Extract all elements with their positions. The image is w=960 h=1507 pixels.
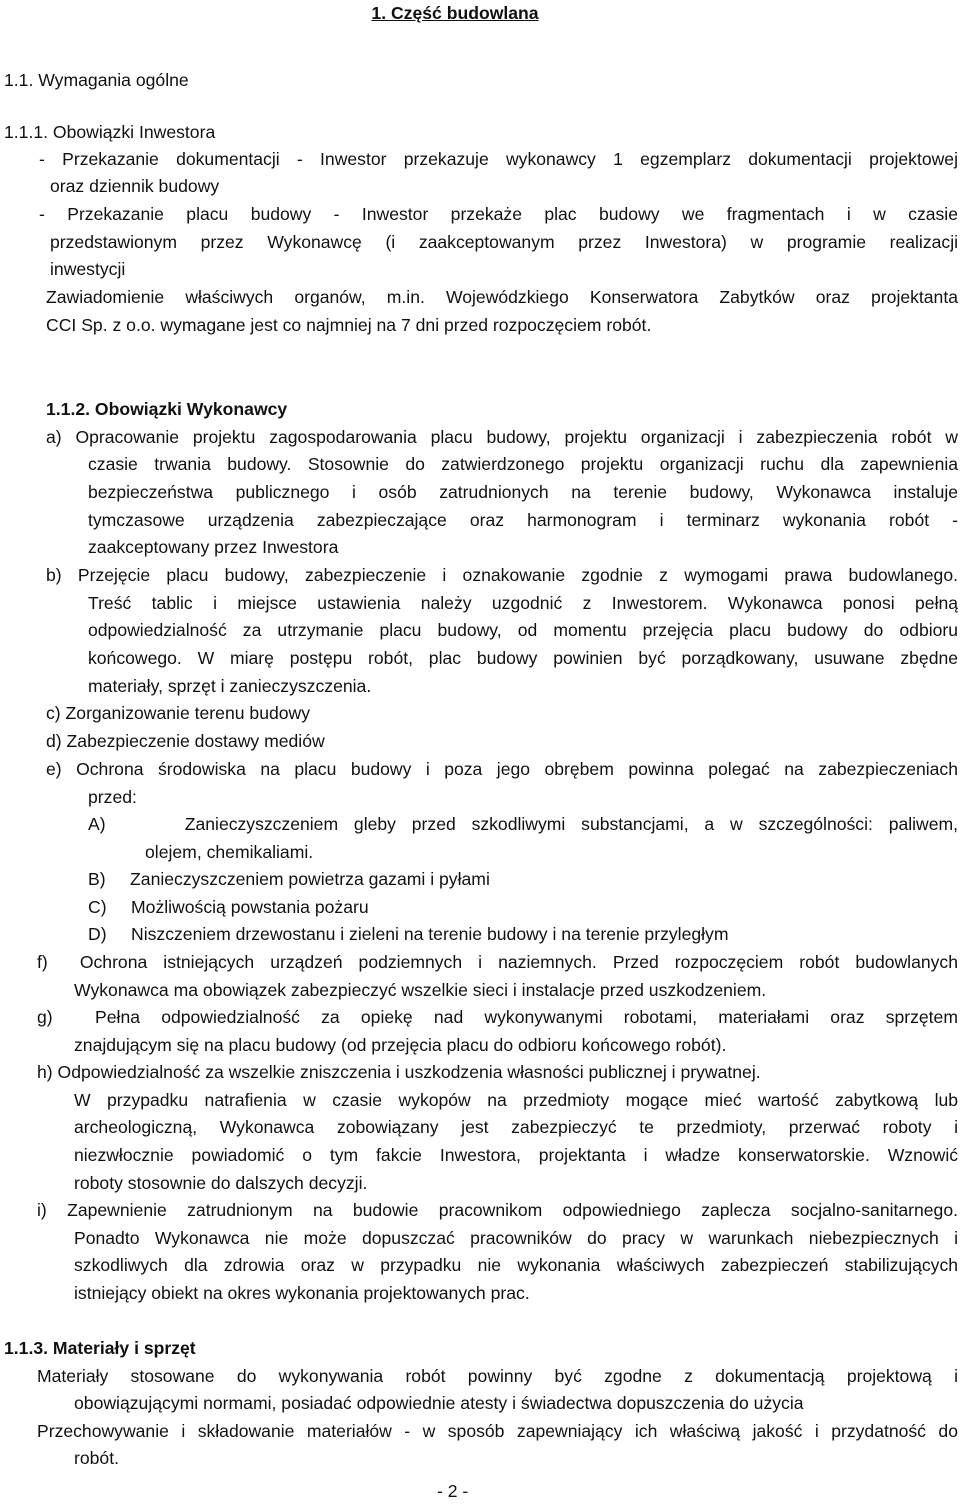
- paragraph-line: przed:: [88, 787, 137, 807]
- paragraph-line: przedstawionym przez Wykonawcę (i zaakceptowanym przez Inwestora) w programie realizacji: [50, 232, 959, 252]
- paragraph-line: h) Odpowiedzialność za wszelkie zniszczenia i uszkodzenia własności publicznej i prywatnej.: [37, 1062, 761, 1082]
- paragraph-line: W przypadku natrafienia w czasie wykopów na przedmioty mogące mieć wartość zabytkową lub: [74, 1090, 959, 1110]
- paragraph-line: - Przekazanie dokumentacji - Inwestor przekazuje wykonawcy 1 egzemplarz dokumentacji projektowej: [39, 149, 958, 169]
- paragraph-line: g) Pełna odpowiedzialność za opiekę nad wykonywanymi robotami, materiałami oraz sprzętem: [37, 1007, 958, 1027]
- paragraph-line: oraz dziennik budowy: [50, 176, 220, 196]
- subsection-title: 1.1.2. Obowiązki Wykonawcy: [46, 399, 288, 419]
- paragraph-line: końcowego. W miarę postępu robót, plac budowy powinien być porządkowany, usuwane zbędne: [88, 648, 959, 668]
- paragraph-line: D) Niszczeniem drzewostanu i zieleni na terenie budowy i na terenie przyległym: [88, 924, 729, 944]
- paragraph-line: Przechowywanie i składowanie materiałów - w sposób zapewniający ich właściwą jakość i przydatność do: [37, 1421, 958, 1441]
- paragraph-line: A) Zanieczyszczeniem gleby przed szkodliwymi substancjami, a w szczególności: paliwem,: [88, 814, 959, 834]
- paragraph-line: czasie trwania budowy. Stosownie do zatwierdzonego projektu organizacji ruchu dla zapewnienia: [88, 454, 959, 474]
- paragraph-line: f) Ochrona istniejących urządzeń podziemnych i naziemnych. Przed rozpoczęciem robót budowlanych: [37, 952, 958, 972]
- paragraph-line: olejem, chemikaliami.: [145, 842, 314, 862]
- paragraph-line: tymczasowe urządzenia zabezpieczające oraz harmonogram i terminarz wykonania robót -: [88, 510, 959, 530]
- chapter-heading: 1. Część budowlana: [371, 3, 539, 23]
- paragraph-line: istniejący obiekt na okres wykonania projektowanych prac.: [74, 1283, 530, 1303]
- paragraph-line: Treść tablic i miejsce ustawienia należy uzgodnić z Inwestorem. Wykonawca ponosi pełną: [88, 593, 959, 613]
- paragraph-line: zaakceptowany przez Inwestora: [88, 537, 339, 557]
- paragraph-line: znajdującym się na placu budowy (od przejęcia placu do odbioru końcowego robót).: [74, 1035, 727, 1055]
- subsection-title: 1.1.1. Obowiązki Inwestora: [4, 122, 216, 142]
- paragraph-line: Ponadto Wykonawca nie może dopuszczać pracowników do pracy w warunkach niebezpiecznych i: [74, 1228, 959, 1248]
- paragraph-line: obowiązującymi normami, posiadać odpowiednie atesty i świadectwa dopuszczenia do użycia: [74, 1393, 804, 1413]
- paragraph-line: a) Opracowanie projektu zagospodarowania placu budowy, projektu organizacji i zabezpieczenia robót w: [46, 427, 958, 447]
- paragraph-line: bezpieczeństwa publicznego i osób zatrudnionych na terenie budowy, Wykonawca instaluje: [88, 482, 959, 502]
- paragraph-line: szkodliwych dla zdrowia oraz w przypadku nie wykonania właściwych zabezpieczeń stabilizujących: [74, 1255, 959, 1275]
- page-number: - 2 -: [437, 1481, 469, 1501]
- paragraph-line: materiały, sprzęt i zanieczyszczenia.: [88, 676, 372, 696]
- paragraph-line: roboty stosownie do dalszych decyzji.: [74, 1173, 368, 1193]
- subsection-title: 1.1.3. Materiały i sprzęt: [4, 1338, 196, 1358]
- paragraph-line: b) Przejęcie placu budowy, zabezpieczenie i oznakowanie zgodnie z wymogami prawa budowlanego.: [46, 565, 958, 585]
- paragraph-line: c) Zorganizowanie terenu budowy: [46, 703, 311, 723]
- paragraph-line: e) Ochrona środowiska na placu budowy i poza jego obrębem powinna polegać na zabezpieczeniach: [46, 759, 958, 779]
- paragraph-line: odpowiedzialność za utrzymanie placu budowy, od momentu przejęcia placu budowy do odbioru: [88, 620, 959, 640]
- paragraph-line: i) Zapewnienie zatrudnionym na budowie pracownikom odpowiedniego zaplecza socjalno-sanitarnego.: [37, 1200, 958, 1220]
- paragraph-line: Materiały stosowane do wykonywania robót powinny być zgodne z dokumentacją projektową i: [37, 1366, 958, 1386]
- paragraph-line: inwestycji: [50, 259, 126, 279]
- paragraph-line: Zawiadomienie właściwych organów, m.in. Wojewódzkiego Konserwatora Zabytków oraz projektanta: [46, 287, 958, 307]
- paragraph-line: niezwłocznie powiadomić o tym fakcie Inwestora, projektanta i władze konserwatorskie. Wznowić: [74, 1145, 959, 1165]
- section-heading: 1.1. Wymagania ogólne: [4, 70, 189, 90]
- paragraph-line: Wykonawca ma obowiązek zabezpieczyć wszelkie sieci i instalacje przed uszkodzeniem.: [74, 980, 767, 1000]
- paragraph-line: d) Zabezpieczenie dostawy mediów: [46, 731, 325, 751]
- paragraph-line: B) Zanieczyszczeniem powietrza gazami i pyłami: [88, 869, 490, 889]
- paragraph-line: archeologiczną, Wykonawca zobowiązany jest zabezpieczyć te przedmioty, przerwać roboty i: [74, 1117, 959, 1137]
- paragraph-line: - Przekazanie placu budowy - Inwestor przekaże plac budowy we fragmentach i w czasie: [39, 204, 958, 224]
- paragraph-line: CCI Sp. z o.o. wymagane jest co najmniej na 7 dni przed rozpoczęciem robót.: [46, 315, 652, 335]
- paragraph-line: robót.: [74, 1448, 119, 1468]
- paragraph-line: C) Możliwością powstania pożaru: [88, 897, 369, 917]
